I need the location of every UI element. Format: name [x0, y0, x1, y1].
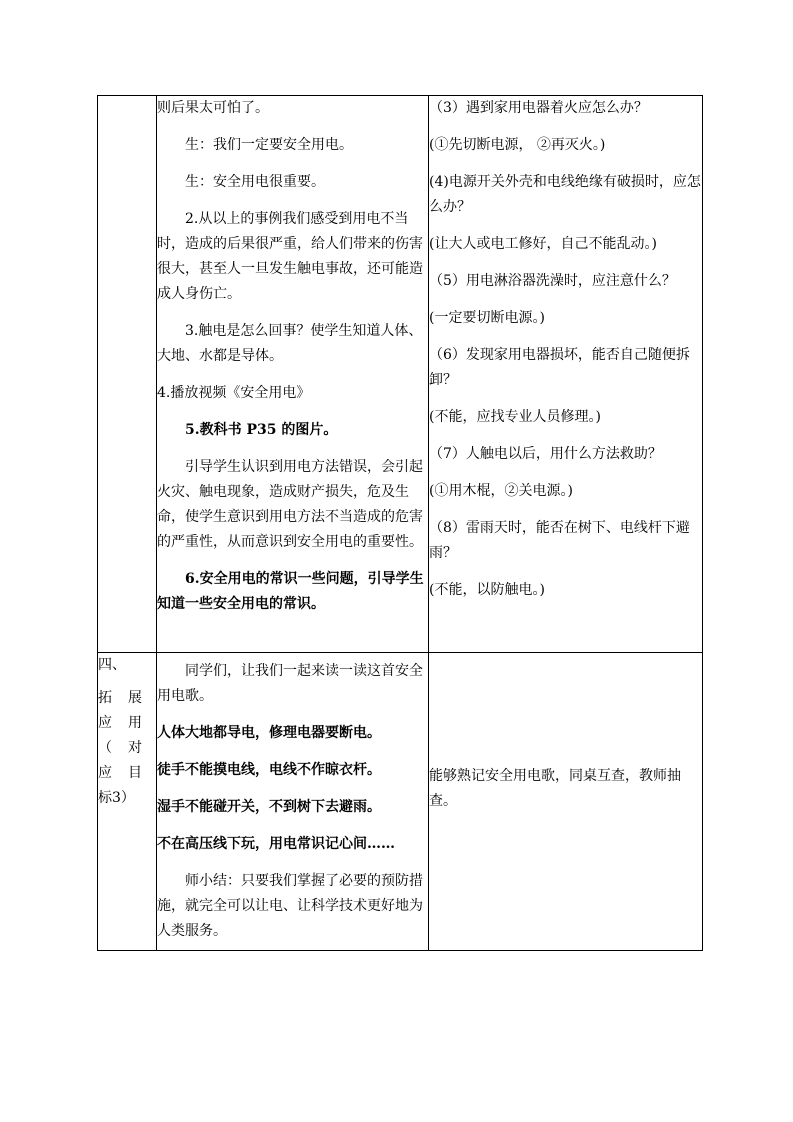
- poem-line: 人体大地都导电，修理电器要断电。: [157, 725, 381, 741]
- poem-line: 徒手不能摸电线，电线不作晾衣杆。: [157, 762, 381, 778]
- stage-title-line1: [98, 686, 142, 711]
- poem-line: 不在高压线下玩，用电常识记心间……: [157, 836, 395, 852]
- stage-objective-line1: [98, 736, 142, 761]
- stage-char: 应: [98, 715, 112, 731]
- qa-line: （5）用电淋浴器洗澡时，应注意什么？: [429, 273, 676, 289]
- lesson-plan-table: [97, 95, 703, 951]
- summary-text: 师小结：只要我们掌握了必要的预防措施，就完全可以让电、让科学技术更好地为人类服务。: [157, 873, 423, 939]
- stage-char: （: [98, 740, 112, 756]
- stage-char: 对: [128, 740, 142, 756]
- table-row: [98, 653, 703, 951]
- qa-line: (不能，以防触电。): [429, 582, 545, 598]
- poem-line: 湿手不能碰开关，不到树下去避雨。: [157, 799, 381, 815]
- text-line: 生：我们一定要安全用电。: [185, 137, 353, 153]
- qa-line: （8）雷雨天时，能否在树下、电线杆下避雨？: [429, 520, 690, 561]
- student-activity-cell: [429, 653, 703, 951]
- qa-line: (①用木棍，②关电源。): [429, 483, 573, 499]
- stage-number: 四、: [98, 657, 126, 673]
- qa-line: (让大人或电工修好，自己不能乱动。): [429, 236, 657, 252]
- qa-line: (4)电源开关外壳和电线绝缘有破损时，应怎么办？: [429, 174, 701, 215]
- qa-line: （6）发现家用电器损坏，能否自己随便拆卸？: [429, 347, 690, 388]
- teacher-activity-cell: [157, 96, 429, 653]
- qa-line: （7）人触电以后，用什么方法救助？: [429, 446, 662, 462]
- text-line: 5.教科书 P35 的图片。: [185, 422, 338, 438]
- stage-cell: [98, 653, 157, 951]
- stage-char: 展: [128, 690, 142, 706]
- qa-line: (一定要切断电源。): [429, 310, 545, 326]
- qa-line: (①先切断电源， ②再灭火。): [429, 137, 606, 153]
- stage-char: 应: [98, 765, 112, 781]
- student-activity-cell: [429, 96, 703, 653]
- stage-objective-line2: [98, 761, 142, 786]
- text-line: 6.安全用电的常识一些问题，引导学生知道一些安全用电的常识。: [157, 571, 424, 612]
- qa-line: (不能，应找专业人员修理。): [429, 409, 601, 425]
- text-line: 能够熟记安全用电歌，同桌互查，教师抽查。: [429, 767, 681, 809]
- text-line: 4.播放视频《安全用电》: [157, 385, 311, 401]
- qa-line: （3）遇到家用电器着火应怎么办？: [429, 100, 648, 116]
- stage-cell-empty: [98, 96, 157, 653]
- stage-title-line2: [98, 711, 142, 736]
- text-line: 同学们，让我们一起来读一读这首安全用电歌。: [157, 663, 423, 704]
- text-line: 生：安全用电很重要。: [185, 174, 325, 190]
- stage-char: 目: [128, 765, 142, 781]
- teacher-activity-cell: [157, 653, 429, 951]
- text-line: 2.从以上的事例我们感受到用电不当时，造成的后果很严重，给人们带来的伤害很大，甚至人一旦发生触电事故，还可能造成人身伤亡。: [157, 211, 423, 302]
- text-line: 3.触电是怎么回事？使学生知道人体、大地、水都是导体。: [157, 323, 423, 364]
- stage-char: 用: [128, 715, 142, 731]
- table-row: [98, 96, 703, 653]
- stage-char: 拓: [98, 690, 112, 706]
- text-line: 引导学生认识到用电方法错误，会引起火灾、触电现象，造成财产损失，危及生命，使学生意识到用电方法不当造成的危害的严重性，从而意识到安全用电的重要性。: [157, 459, 423, 550]
- stage-objective-line3: 标3）: [98, 790, 135, 806]
- text-line: 则后果太可怕了。: [157, 100, 269, 116]
